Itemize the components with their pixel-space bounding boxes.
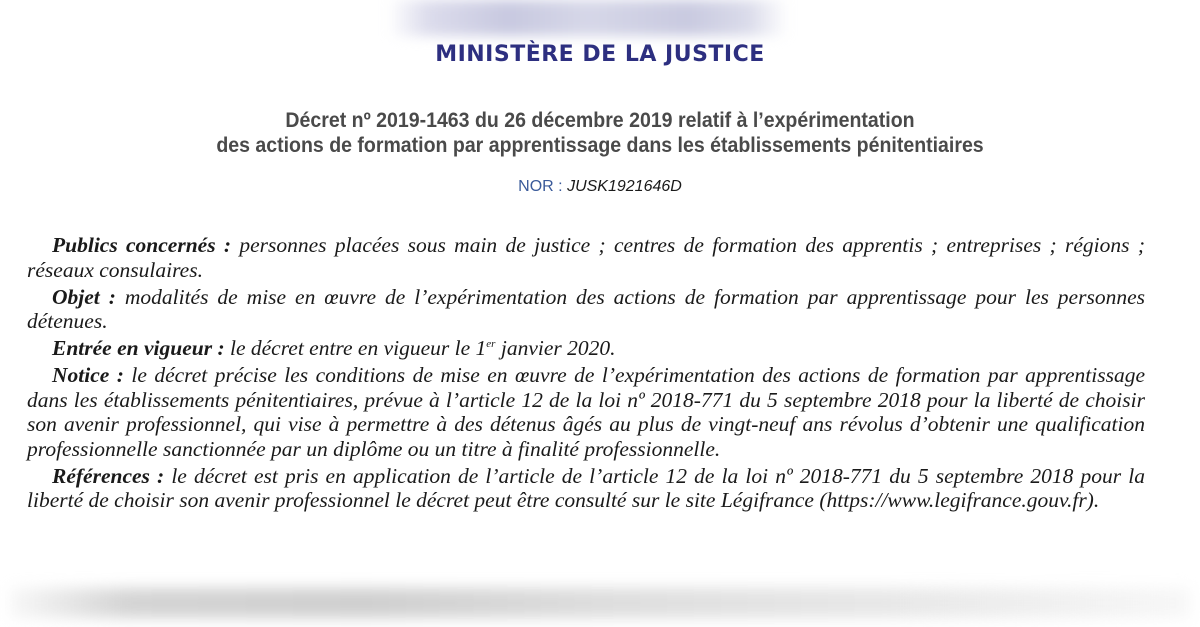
- blurred-footer-region: [10, 588, 1190, 618]
- section-text: le décret entre en vigueur le 1: [229, 336, 487, 360]
- section-label: Références :: [52, 463, 165, 488]
- ministry-heading: MINISTÈRE DE LA JUSTICE: [435, 42, 765, 67]
- nor-value: JUSK1921646D: [567, 178, 682, 195]
- decree-title-line-1: Décret nº 2019-1463 du 26 décembre 2019 relatif à l’expérimentation: [285, 109, 915, 132]
- section-entree-en-vigueur: [27, 336, 1145, 361]
- blurred-header-region: [388, 0, 788, 36]
- nor-reference: [0, 178, 1200, 196]
- section-text: le décret précise les conditions de mise en œuvre de l’expérimentation des actions de formation par apprentissage dans les établissements pénitentiaires, prévue à l’article 12 de la loi nº 2018-771 du 5 septembre 2018 pour la liberté de choisir son avenir professionnel, qui vise à permettre à des détenus âgés au plus de vingt-neuf ans révolus d’obtenir une qualification professionnelle sanctionnée par un diplôme ou un titre à finalité professionnelle.: [27, 363, 1146, 461]
- section-label: Notice :: [52, 363, 124, 387]
- section-publics: [27, 233, 1145, 282]
- decree-title-line-2: des actions de formation par apprentissage dans les établissements pénitentiaires: [216, 134, 984, 157]
- section-text: personnes placées sous main de justice ; centres de formation des apprentis ; entreprises ; régions ; réseaux consulaires.: [27, 233, 1145, 282]
- section-objet: [27, 285, 1145, 334]
- decree-title: [42, 108, 1158, 158]
- nor-label: NOR :: [518, 178, 563, 195]
- section-references: [27, 464, 1145, 513]
- section-text-end: janvier 2020.: [500, 336, 616, 360]
- section-label: Entrée en vigueur :: [52, 336, 225, 360]
- section-text: modalités de mise en œuvre de l’expérimentation des actions de formation par apprentissage pour les personnes détenues.: [27, 284, 1145, 333]
- section-label: Publics concernés :: [52, 233, 232, 257]
- ordinal-superscript: er: [486, 337, 496, 350]
- section-label: Objet :: [52, 284, 116, 309]
- section-text: le décret est pris en application de l’article de l’article 12 de la loi nº 2018-771 du 5 septembre 2018 pour la liberté de choisir son avenir professionnel le décret peut être consulté sur le site Légifrance (https://www.legifrance.gouv.fr).: [27, 463, 1146, 512]
- section-notice: [27, 363, 1145, 461]
- decree-summary: [27, 233, 1145, 515]
